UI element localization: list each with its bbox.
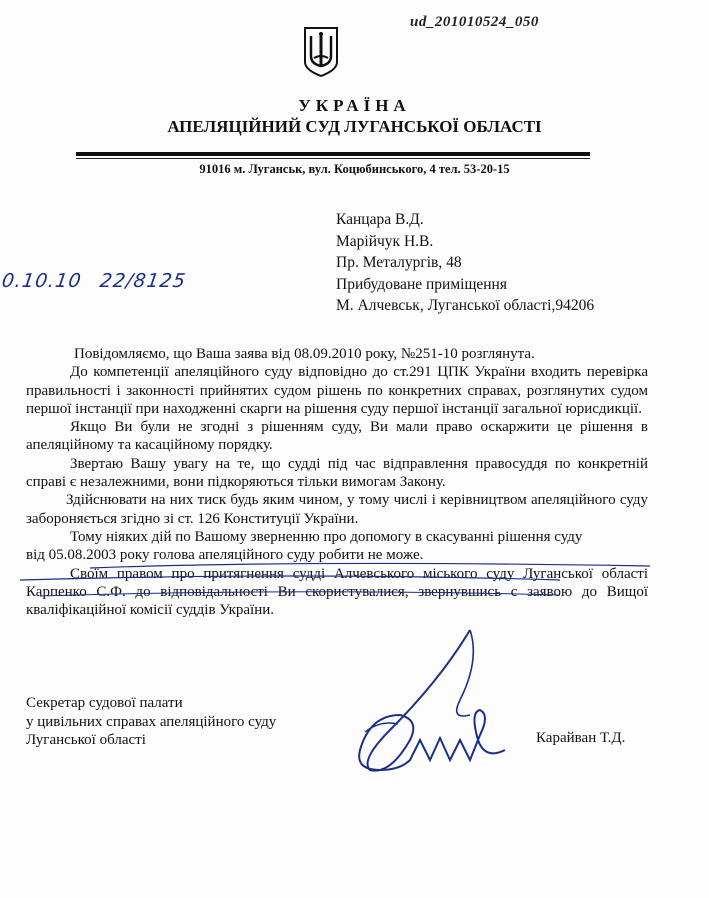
recipient-line: М. Алчевськ, Луганської області,94206 <box>336 297 595 314</box>
recipient-line: Марійчук Н.В. <box>336 232 434 250</box>
signer-name: Карайван Т.Д. <box>536 730 626 746</box>
signer-title <box>26 694 276 750</box>
handwritten-registration-number: 22/8125 <box>98 270 188 292</box>
recipient-line: Пр. Металургів, 48 <box>336 254 462 271</box>
signer-title-line: Луганської області <box>26 732 146 748</box>
letter-body <box>26 345 648 619</box>
court-address: 91016 м. Луганськ, вул. Коцюбинського, 4 тел. 53-20-15 <box>199 162 510 176</box>
court-name: АПЕЛЯЦІЙНИЙ СУД ЛУГАНСЬКОЇ ОБЛАСТІ <box>167 117 542 136</box>
recipient-block <box>336 209 594 317</box>
signer-title-line: у цивільних справах апеляційного суду <box>26 713 277 730</box>
handwritten-date: 0.10.10 <box>0 270 84 292</box>
recipient-line: Прибудоване приміщення <box>336 275 507 293</box>
paragraph-notice: Повідомляємо, що Ваша заява від 08.09.2010 року, №251-10 розглянута. <box>74 346 535 362</box>
header-divider-thin <box>76 158 590 159</box>
paragraph-pressure: Здійснювати на них тиск будь яким чином, у тому числі і керівництвом апеляційного суду забороняється згідно зі ст. 126 Конституції України. <box>26 492 648 527</box>
paragraph-complaint: Своїм правом про притягнення судді Алчевського міського суду Луганської області Карпенко С.Ф. до відповідальності Ви скористувалися, звернувшись с заявою до Вищої кваліфікаційної комісії суддів України. <box>26 565 648 619</box>
trident-emblem-icon <box>303 26 339 78</box>
paragraph-appeal-rights: Якщо Ви були не згодні з рішенням суду, Ви мали право оскаржити це рішення в апеляційному та касаційному порядку. <box>26 419 648 454</box>
document-id: ud_201010524_050 <box>410 14 539 30</box>
paragraph-independence: Звертаю Вашу увагу на те, що судді під час відправлення правосуддя по конкретній справі є незалежними, вони підкоряються тільки вимогам Закону. <box>26 455 648 491</box>
handwritten-signature <box>320 620 540 790</box>
signer-title-line: Секретар судової палати <box>26 695 183 711</box>
country-title: УКРАЇНА <box>298 96 411 115</box>
paragraph-competence: До компетенції апеляційного суду відповідно до ст.291 ЦПК України входить перевірка правильності і законності прийнятих судом рішень по конкретних справах, розглянутих судом першої інстанції при находженні скарги на рішення суду першої інстанції загальної юрисдикції. <box>26 364 648 417</box>
paragraph-no-action-line1: Тому ніяких дій по Вашому зверненню про допомогу в скасуванні рішення суду <box>70 528 583 545</box>
recipient-line: Канцара В.Д. <box>336 211 424 228</box>
header-divider <box>76 152 590 156</box>
paragraph-no-action-line2: від 05.08.2003 року голова апеляційного суду робити не може. <box>26 547 424 564</box>
